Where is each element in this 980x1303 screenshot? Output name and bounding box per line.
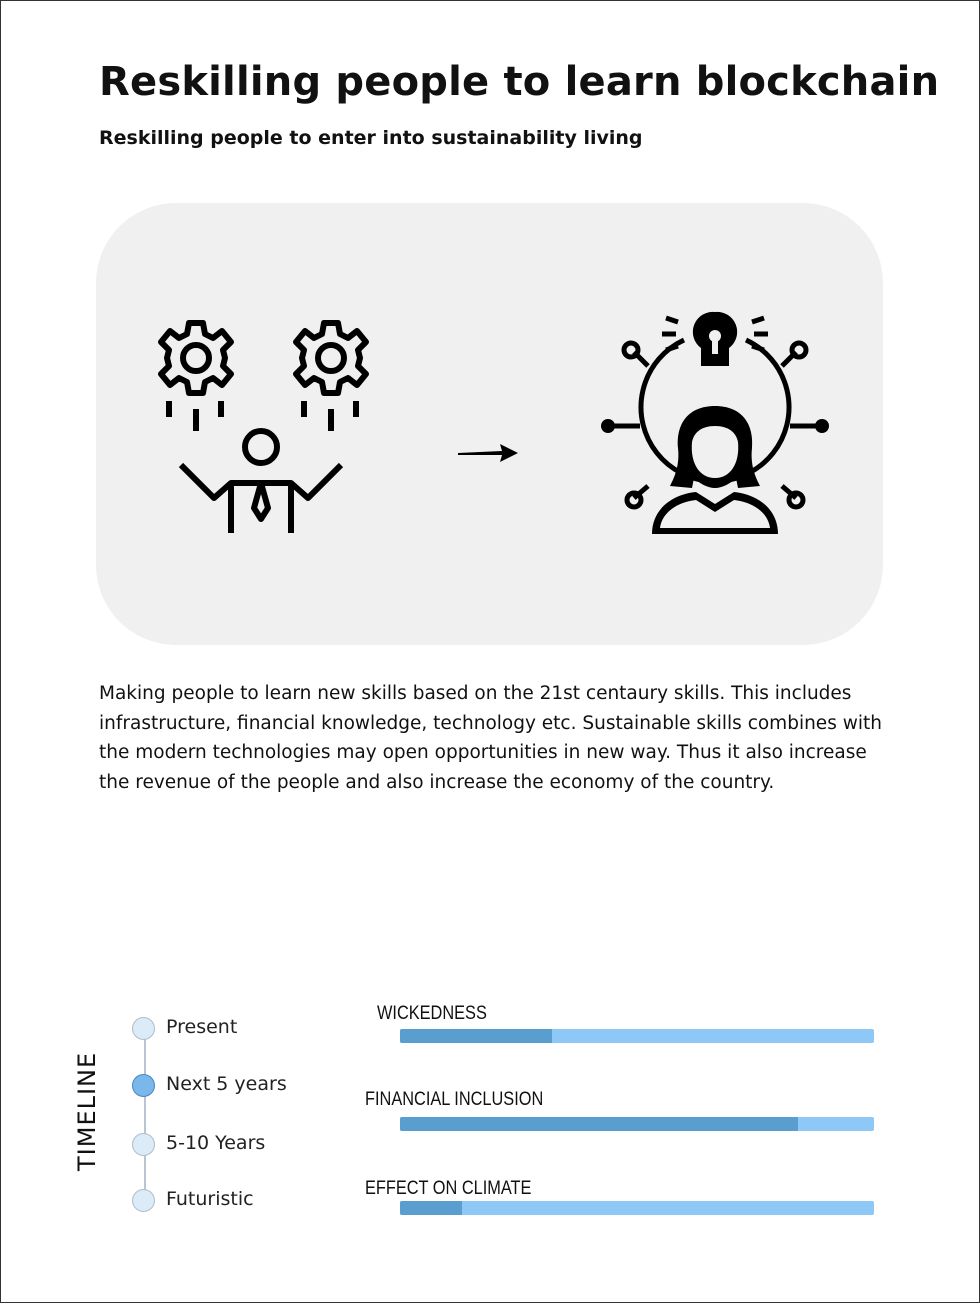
timeline-dot-active bbox=[132, 1074, 155, 1097]
timeline-dot bbox=[132, 1017, 155, 1040]
timeline-connector bbox=[144, 1029, 146, 1201]
metric-bar-fill bbox=[400, 1029, 552, 1043]
metric-bar-fill bbox=[400, 1117, 798, 1131]
worker-with-gears-icon bbox=[156, 313, 376, 543]
arrow-right-icon bbox=[456, 439, 520, 467]
metric-bar-wickedness bbox=[400, 1029, 874, 1043]
timeline-dot bbox=[132, 1133, 155, 1156]
timeline-item-label: Futuristic bbox=[166, 1188, 254, 1210]
metric-bar-financial-inclusion bbox=[400, 1117, 874, 1131]
timeline-item-label: Present bbox=[166, 1016, 238, 1038]
timeline-item-label: Next 5 years bbox=[166, 1073, 287, 1095]
metric-label-wickedness: WICKEDNESS bbox=[377, 1003, 487, 1024]
metric-bar-fill bbox=[400, 1201, 462, 1215]
description-paragraph: Making people to learn new skills based on the 21st centaury skills. This includes infrastructure, financial knowledge, technology etc. Sustainable skills combines with the modern technologies may open opportunities in new way. Thus it also increase the revenue of the people and also increase the economy of the country. bbox=[99, 683, 882, 793]
metric-label-effect-on-climate: EFFECT ON CLIMATE bbox=[365, 1178, 532, 1199]
page-title: Reskilling people to learn blockchain bbox=[99, 59, 940, 105]
timeline-dot bbox=[132, 1189, 155, 1212]
metric-bar-effect-on-climate bbox=[400, 1201, 874, 1215]
hero-illustration-panel bbox=[96, 203, 883, 645]
timeline-label: TIMELINE bbox=[73, 1051, 101, 1171]
woman-with-idea-network-icon bbox=[596, 308, 836, 548]
timeline-item-label: 5-10 Years bbox=[166, 1132, 266, 1154]
metric-label-financial-inclusion: FINANCIAL INCLUSION bbox=[365, 1089, 544, 1110]
page-subtitle: Reskilling people to enter into sustainability living bbox=[99, 127, 643, 149]
